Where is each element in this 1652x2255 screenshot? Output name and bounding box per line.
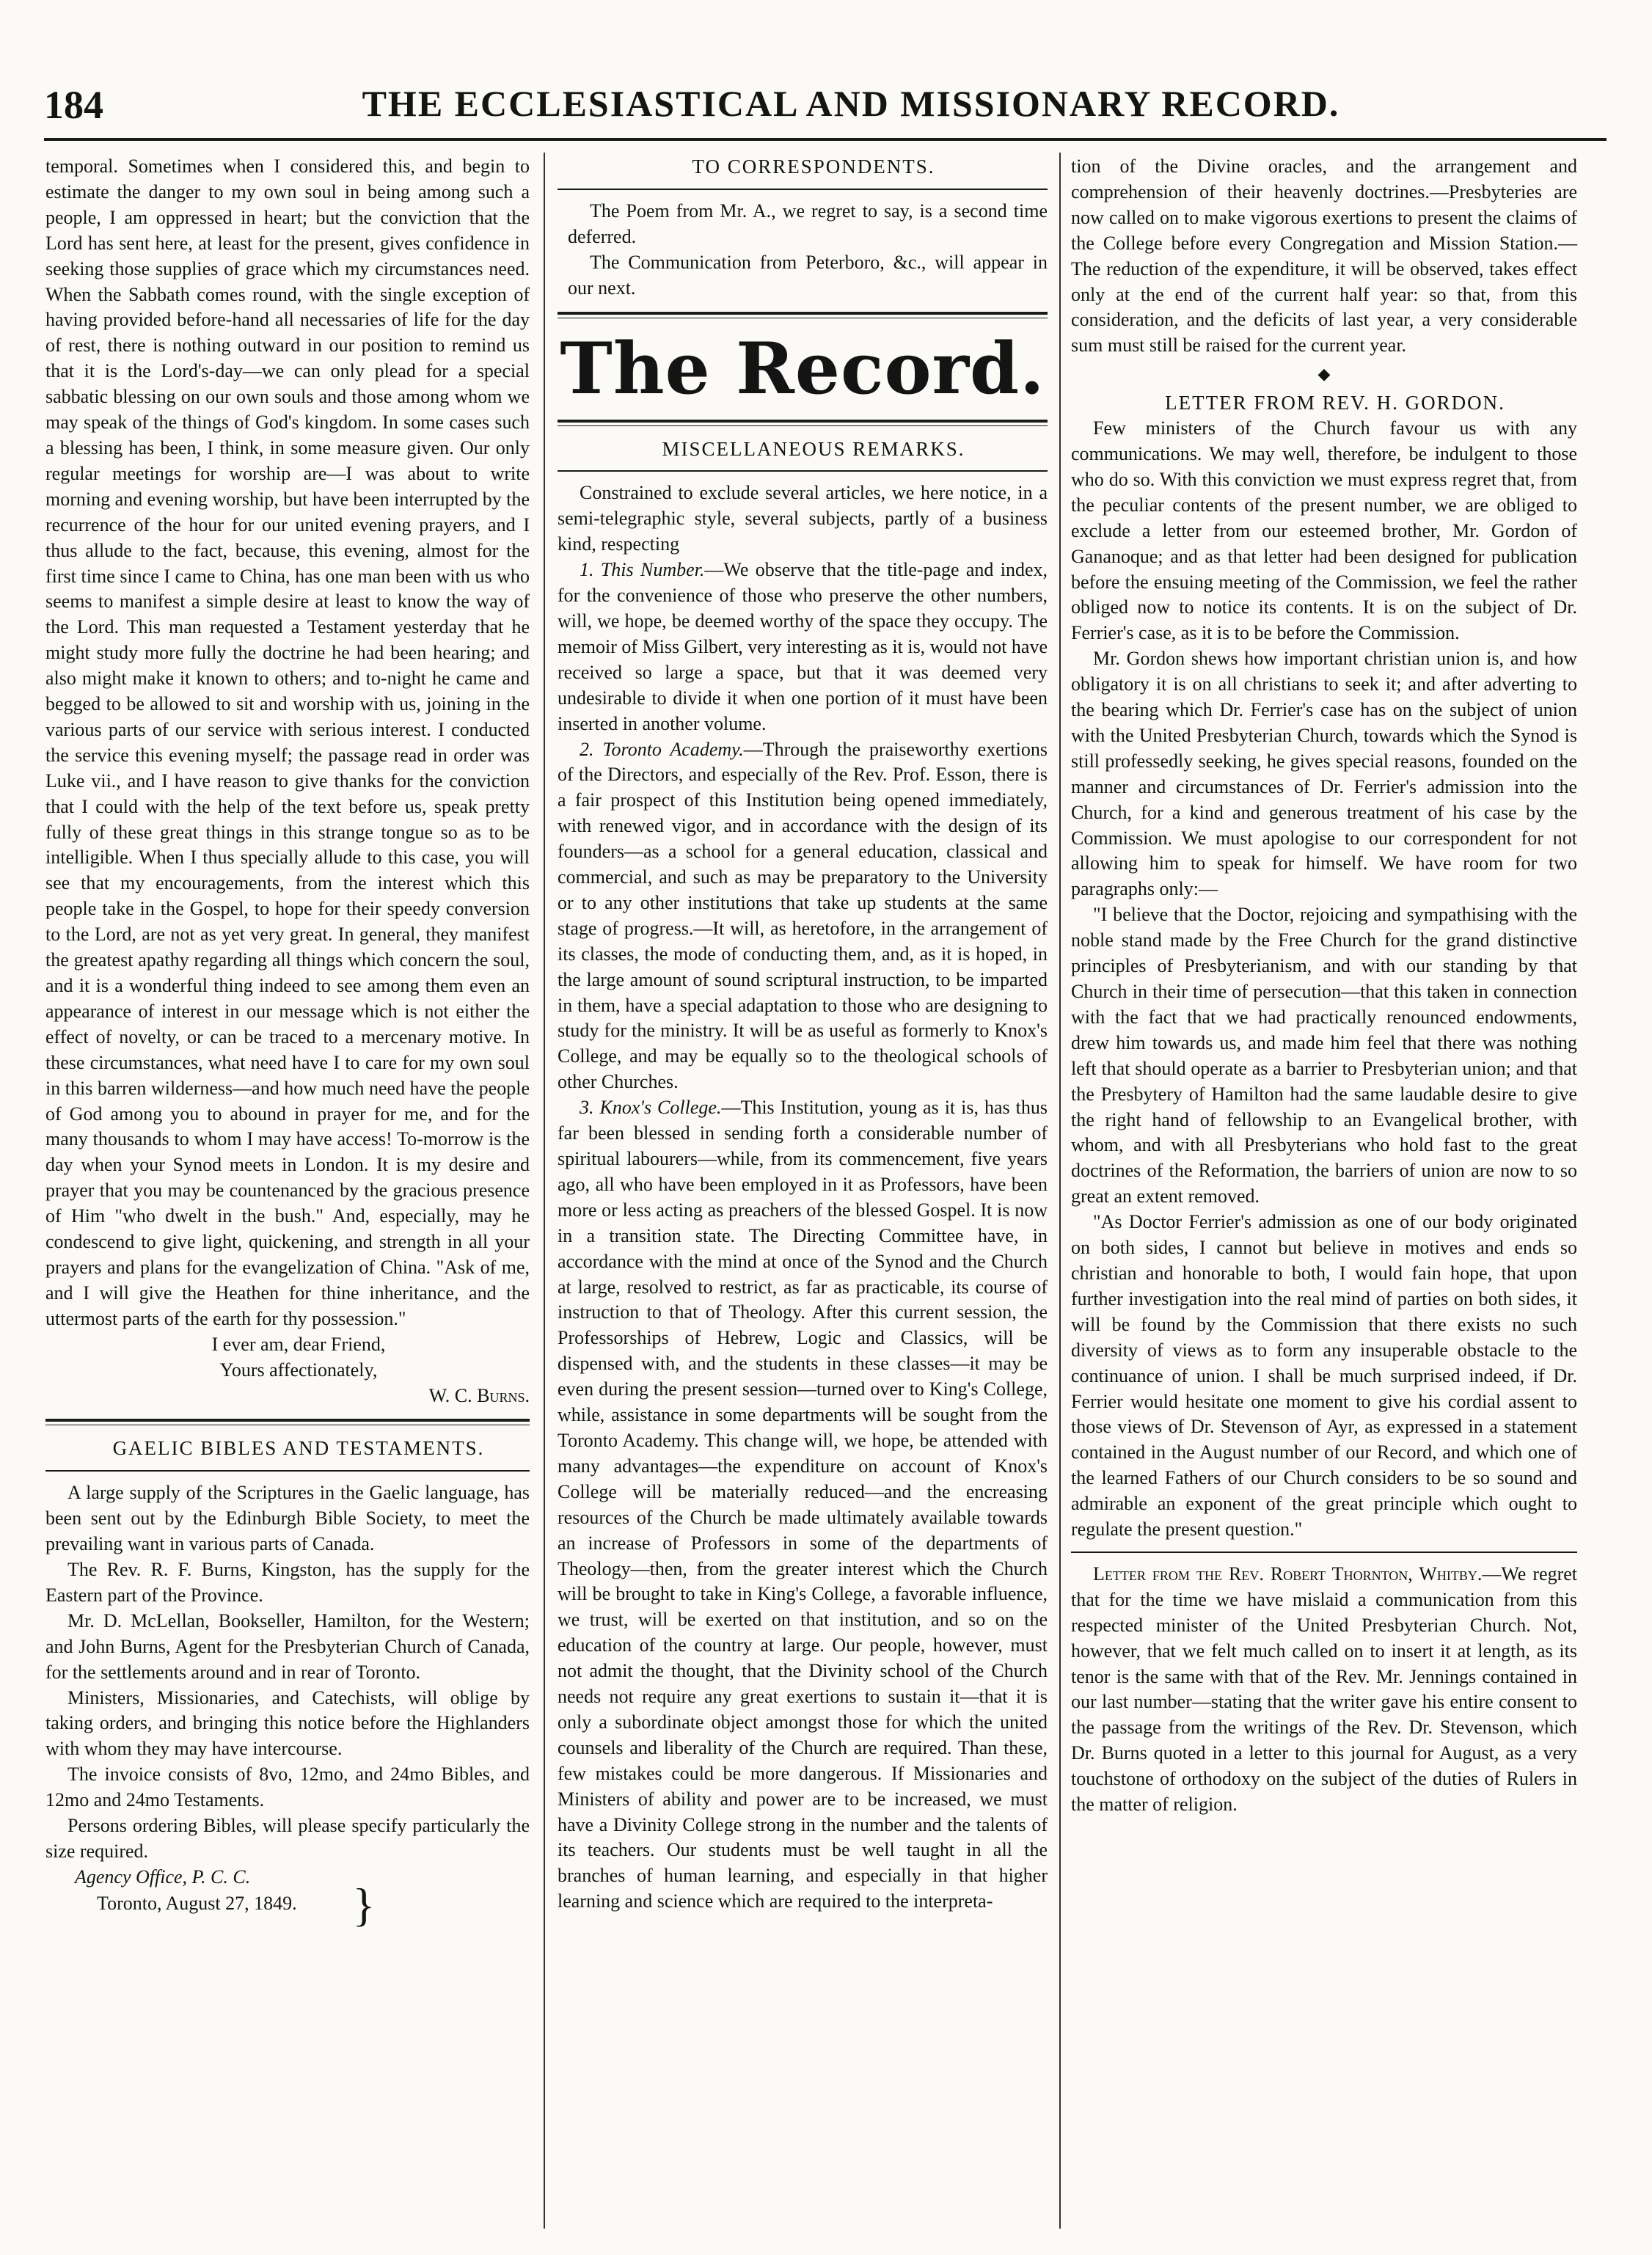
section-rule (558, 420, 1048, 426)
heading-rule (558, 189, 1048, 190)
item-text: —This Institution, young as it is, has thus far been blessed in sending forth a considerable number of spiritual labourers—while, from its commencement, five years ago, all who have been employed in it as Professors, have been more or less acting as preachers of the blessed Gospel. It is now in a transition state. The Directing Committee have, in accordance with the mind at once of the Synod and the Church at large, resolved to restrict, as far as practicable, its course of instruction to that of Theology. After this current session, the Professorships of Hebrew, Logic and Classics, will be dispensed with, and the students in these classes—it may be even during the present session—turned over to King's College, while, assistance in some departments will be sought from the Toronto Academy. This change will, we hope, be attended with many advantages—the expenditure on account of Knox's College will be materially reduced—and the encreasing resources of the Church be made ultimately available towards an increase of Professors in some of the departments of Theology—then, from the greater interest which the Church will be brought to take in King's College, a favorable influence, we trust, will be exerted on that institution, and so on the education of the country at large. Our people, however, must not admit the thought, that the Divinity school of the Church needs not require any great exertions to sustain it—that it is only a subordinate object amongst those for which the united counsels and liberality of the Church are required. Than these, few mistakes could be more dangerous. If Missionaries and Ministers of ability and power are to be increased, we must have a Divinity College strong in the number and the talents of its teachers. Our students must be well taught in all the branches of human learning, and especially in that higher learning and science which are required to the interpreta- (558, 1097, 1048, 1912)
agency-date: Toronto, August 27, 1849. (97, 1892, 297, 1914)
gaelic-paragraph: Ministers, Missionaries, and Catechists, will oblige by taking orders, and bringing this notice before the Highlanders with whom they may have intercourse. (45, 1686, 530, 1760)
letter-signature: W. C. Burns. (428, 1384, 530, 1406)
agency-office: Agency Office, P. C. C. (75, 1865, 251, 1887)
publication-title: THE ECCLESIASTICAL AND MISSIONARY RECORD. (362, 83, 1340, 124)
item-label: 1. This Number. (580, 559, 705, 581)
correspondent-notice: The Communication from Peterboro, &c., will appear in our next. (568, 251, 1048, 299)
gordon-quote: "As Doctor Ferrier's admission as one of our body originated on both sides, I cannot but believe in motives and ends so christian and honorable to both, I would fain hope, that upon further investigation into the real mind of parties on both sides, it will be found by the Commission that there exists no such diversity of views as to form any insuperable obstacle to the continuance of union. I shall be much surprised indeed, if Dr. Ferrier would hesitate one moment to give his cordial assent to those views of Dr. Stevenson of Ayr, as expressed in a statement contained in the August number of our Record, and which one of the learned Fathers of our Church considers to be so sound and admirable an exponent of the great principle which ought to regulate the present question." (1071, 1211, 1577, 1541)
heading-rule (558, 470, 1048, 472)
gordon-paragraph: Few ministers of the Church favour us with any communications. We may well, therefore, be indulgent to those who do so. With this conviction we must express regret that, from the peculiar contents of the present number, we are obliged to exclude a letter from our esteemed brother, Mr. Gordon of Gananoque; and as that letter had been designed for publication before the ensuing meeting of the Commission, we feel the rather obliged now to notice its contents. It is on the subject of Dr. Ferrier's case, as it is to be before the Commission. (1071, 417, 1577, 644)
misc-item (558, 1095, 1048, 1915)
gaelic-paragraph: The Rev. R. F. Burns, Kingston, has the supply for the Eastern part of the Province. (45, 1559, 530, 1606)
column-middle (558, 154, 1048, 1915)
gordon-paragraph: Mr. Gordon shews how important christian union is, and how obligatory it is on all christians to seek it; and after adverting to the bearing which Dr. Ferrier's case has on the subject of union with the United Presbyterian Church, towards which the Synod is still professedly seeking, he gives special reasons, founded on the manner and circumstances of Dr. Ferrier's admission into the Church, for a kind and generous treatment of his case by the Commission. We must apologise to our correspondent for not allowing him to speak for himself. We have room for two paragraphs only:— (1071, 648, 1577, 900)
gaelic-paragraph: Mr. D. McLellan, Bookseller, Hamilton, for the Western; and John Burns, Agent for the Presbyterian Church of Canada, for the settlements around and in rear of Toronto. (45, 1609, 530, 1683)
page-header (44, 82, 1607, 126)
column-rule (1059, 153, 1061, 2229)
correspondent-notice: The Poem from Mr. A., we regret to say, is a second time deferred. (568, 200, 1048, 247)
header-rule (44, 138, 1607, 141)
record-masthead: The Record. (560, 326, 1045, 410)
gaelic-paragraph: The invoice consists of 8vo, 12mo, and 24mo Bibles, and 12mo and 24mo Testaments. (45, 1764, 530, 1811)
letter-closing-2: Yours affectionately, (219, 1359, 378, 1381)
thornton-label: Letter from the Rev. Robert Thornton, Whitby. (1093, 1563, 1483, 1585)
heading-rule (45, 1470, 530, 1472)
item-label: 2. Toronto Academy. (580, 738, 744, 760)
item-text: —Through the praiseworthy exertions of the Directors, and especially of the Rev. Prof. Esson, there is a fair prospect of this Institution being opened immediately, with renewed vigor, and in accordance with the design of its founders—as a school for a general education, classical and commercial, and such as may be preparatory to the University or to any other institutions that take up students at the same stage of progress.—It will, as heretofore, in the arrangement of its classes, the mode of conducting them, and, as it is hoped, in the large amount of sound scriptural instruction, to be imparted in them, have a special adaptation to those who are designing to study for the ministry. It will be as useful as formerly to Knox's College, and may be equally so to the theological schools of other Churches. (558, 738, 1048, 1093)
letter-body: temporal. Sometimes when I considered this, and begin to estimate the danger to my own soul in being among such a people, I am oppressed in heart; but the conviction that the Lord has sent here, at least for the present, gives confidence in seeking those supplies of grace which my circumstances need. When the Sabbath comes round, with the single exception of having provided before-hand all necessaries of life for the day of rest, there is nothing outward in our position to remind us that it is the Lord's-day—we can only plead for a special sabbatic blessing on our own souls and those among whom we may speak of the things of God's kingdom. In some cases such a blessing has been, I think, in some measure given. Our only regular meetings for worship are—I was about to write morning and evening worship, but have been interrupted by the recurrence of the hour for our united evening prayers, and I thus allude to the fact, because, this evening, almost for the first time since I came to China, has one man been with us who seems to manifest a simple desire at least to know the way of the Lord. This man requested a Testament yesterday that he might study more fully the doctrine he had been hearing; and also might make it known to others; and to-night he came and begged to be allowed to sit and worship with us, joining in the various parts of our service with serious interest. I conducted the service this evening myself; the passage read in order was Luke vii., and I have reason to give thanks for the conviction that I could with the help of the text before us, speak pretty fully of these great things in this strange tongue so as to be intelligible. When I thus specially allude to this case, you will see that my encouragements, from the interest which this people take in the Gospel, to hope for their speedy conversion to the Lord, are not as yet very great. In general, they manifest the greatest apathy regarding all things which concern the soul, and it is a wonderful thing indeed to see among them even an appearance of interest in our message which is not either the effect of novelty, or can be traced to a mercenary motive. In these circumstances, what need have I to care for my own soul in this barren wilderness—and how much need have the people of God among you to abound in prayer for me, and for the many thousands to whom I may have access! To-morrow is the day when your Synod meets in London. It is my desire and prayer that you may be countenanced by the gracious presence of Him "who dwelt in the bush." And, especially, may he condescend to give light, quickening, and strength in all your prayers and plans for the evangelization of China. "Ask of me, and I will give the Heathen for thine inheritance, and the uttermost parts of the earth for thy possession." (45, 156, 530, 1329)
ornament-divider: ◆ (1317, 365, 1331, 384)
thornton-text: —We regret that for the time we have mislaid a communication from this respected minister of the United Presbyterian Church. Not, however, that we felt much called on to insert it at length, as its tenor is the same with that of the Rev. Mr. Jennings contained in our last number—stating that the writer gave his entire consent to the passage from the writings of the Rev. Dr. Stevenson, which Dr. Burns quoted in a letter to this journal for August, as a very touchstone of orthodoxy on the subject of the duties of Rulers in the matter of religion. (1071, 1563, 1577, 1816)
misc-intro: Constrained to exclude several articles, we here notice, in a semi-telegraphic style, several subjects, partly of a business kind, respecting (558, 482, 1048, 555)
agency-office-line (45, 1865, 530, 1890)
agency-date-line (45, 1878, 530, 1931)
item-label: 3. Knox's College. (580, 1097, 722, 1119)
section-rule (1071, 1552, 1577, 1553)
column-right (1071, 154, 1577, 1818)
gaelic-paragraph: Persons ordering Bibles, will please specify particularly the size required. (45, 1815, 530, 1862)
gordon-heading: LETTER FROM REV. H. GORDON. (1165, 392, 1505, 414)
section-rule (558, 312, 1048, 318)
column-rule (544, 153, 545, 2229)
page-number: 184 (44, 83, 103, 127)
gordon-quote: "I believe that the Doctor, rejoicing and sympathising with the noble stand made by the Free Church for the grand distinctive principles of Presbyterianism, and with our standing by that Church in their time of persecution—that this taken in connection with the fact that we had practically renounced endowments, drew him towards us, and made him feel that there was nothing left that should operate as a barrier to Presbyterian union; and that the Presbytery of Hamilton had the same laudable desire to give the right hand of fellowship to an Evangelical brother, with whom, and with all Presbyterians who hold fast to the great doctrines of the Reformation, the barriers of union are now to so great an extent removed. (1071, 904, 1577, 1207)
item-text: —We observe that the title-page and index, for the convenience of those who preserve the other numbers, will, we hope, be deemed worthy of the space they occupy. The memoir of Miss Gilbert, very interesting as it is, would not have received so large a space, but that it was deemed very undesirable to divide it when one portion of it must have been inserted in another volume. (558, 559, 1048, 734)
section-rule (45, 1419, 530, 1425)
thornton-paragraph (1071, 1562, 1577, 1818)
continued-text: tion of the Divine oracles, and the arrangement and comprehension of their heavenly doctrines.—Presbyteries are now called on to make vigorous exertions to present the claims of the College before every Congregation and Mission Station.—The reduction of the expenditure, it will be observed, takes effect only at the end of the current half year: so that, from this consideration, and the deficits of last year, a very considerable sum must still be raised for the current year. (1071, 156, 1577, 357)
gaelic-heading: GAELIC BIBLES AND TESTAMENTS. (112, 1437, 485, 1460)
brace-mark: } (352, 1878, 376, 1931)
misc-item (558, 737, 1048, 1096)
letter-closing: I ever am, dear Friend, (211, 1333, 386, 1355)
gaelic-paragraph: A large supply of the Scriptures in the Gaelic language, has been sent out by the Edinburgh Bible Society, to meet the prevailing want in various parts of Canada. (45, 1482, 530, 1555)
correspondents-heading: TO CORRESPONDENTS. (692, 156, 935, 178)
column-left (45, 154, 530, 1931)
misc-item (558, 558, 1048, 737)
misc-heading: MISCELLANEOUS REMARKS. (662, 437, 965, 460)
